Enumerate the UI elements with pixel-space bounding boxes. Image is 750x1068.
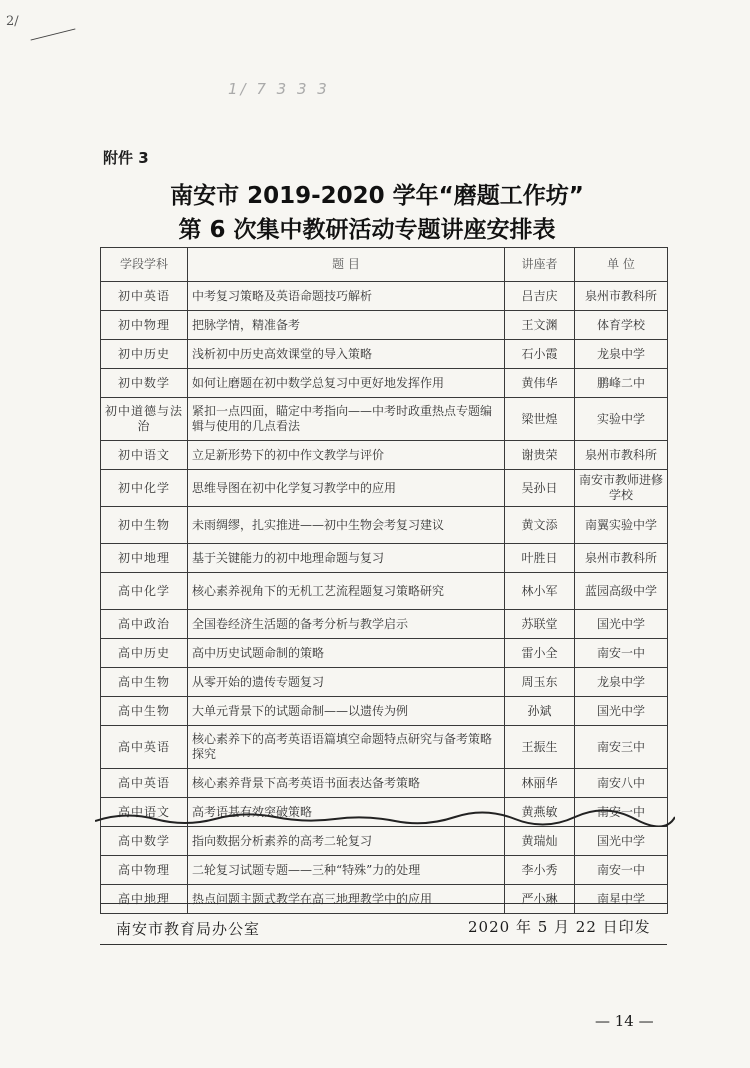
table-row bbox=[101, 573, 668, 610]
cell-subject: 高中物理 bbox=[101, 856, 188, 885]
margin-stroke bbox=[31, 28, 76, 40]
table-row bbox=[101, 282, 668, 311]
wavy-line-mark bbox=[95, 807, 675, 827]
cell-subject: 初中历史 bbox=[101, 340, 188, 369]
cell-subject: 高中语文 bbox=[101, 798, 188, 827]
cell-unit: 南安一中 bbox=[575, 798, 668, 827]
attachment-label: 附件 3 bbox=[103, 149, 149, 167]
cell-subject: 初中地理 bbox=[101, 544, 188, 573]
cell-subject: 高中历史 bbox=[101, 639, 188, 668]
cell-lecturer: 黄文添 bbox=[505, 507, 575, 544]
table-row bbox=[101, 697, 668, 726]
table-row bbox=[101, 769, 668, 798]
document-title-line2: 第 6 次集中教研活动专题讲座安排表 bbox=[178, 217, 556, 243]
cell-subject: 初中数学 bbox=[101, 369, 188, 398]
issue-date: 2020 年 5 月 22 日印发 bbox=[468, 918, 651, 936]
cell-lecturer: 谢贵荣 bbox=[505, 441, 575, 470]
cell-lecturer: 王文渊 bbox=[505, 311, 575, 340]
cell-unit: 南安三中 bbox=[575, 726, 668, 769]
cell-unit: 南安一中 bbox=[575, 856, 668, 885]
cell-subject: 高中生物 bbox=[101, 668, 188, 697]
table-row bbox=[101, 726, 668, 769]
cell-lecturer: 林丽华 bbox=[505, 769, 575, 798]
cell-unit: 南安八中 bbox=[575, 769, 668, 798]
cell-lecturer: 梁世煌 bbox=[505, 398, 575, 441]
header-unit: 单 位 bbox=[575, 248, 668, 282]
header-topic: 题 目 bbox=[188, 248, 505, 282]
cell-unit: 体育学校 bbox=[575, 311, 668, 340]
footer-rule-bottom bbox=[100, 944, 667, 945]
cell-topic: 高中历史试题命制的策略 bbox=[188, 639, 505, 668]
cell-topic: 核心素养视角下的无机工艺流程题复习策略研究 bbox=[188, 573, 505, 610]
cell-subject: 高中生物 bbox=[101, 697, 188, 726]
cell-unit: 南安市教师进修学校 bbox=[575, 470, 668, 507]
table-row bbox=[101, 470, 668, 507]
cell-topic: 中考复习策略及英语命题技巧解析 bbox=[188, 282, 505, 311]
table-row bbox=[101, 610, 668, 639]
table-row bbox=[101, 340, 668, 369]
cell-topic: 全国卷经济生活题的备考分析与教学启示 bbox=[188, 610, 505, 639]
cell-unit: 国光中学 bbox=[575, 697, 668, 726]
cell-unit: 鹏峰二中 bbox=[575, 369, 668, 398]
cell-unit: 蓝园高级中学 bbox=[575, 573, 668, 610]
cell-unit: 南安一中 bbox=[575, 639, 668, 668]
cell-lecturer: 吕吉庆 bbox=[505, 282, 575, 311]
margin-mark: 2/ bbox=[6, 14, 19, 29]
cell-subject: 高中英语 bbox=[101, 769, 188, 798]
cell-subject: 初中物理 bbox=[101, 311, 188, 340]
faded-stamp: 1/ 7 3 3 3 bbox=[228, 80, 330, 98]
page-number: — 14 — bbox=[595, 1012, 654, 1030]
table-row bbox=[101, 544, 668, 573]
cell-topic: 大单元背景下的试题命制——以遗传为例 bbox=[188, 697, 505, 726]
cell-subject: 高中化学 bbox=[101, 573, 188, 610]
cell-topic: 紧扣一点四面，瞄定中考指向——中考时政重热点专题编辑与使用的几点看法 bbox=[188, 398, 505, 441]
cell-topic: 浅析初中历史高效课堂的导入策略 bbox=[188, 340, 505, 369]
cell-lecturer: 李小秀 bbox=[505, 856, 575, 885]
cell-subject: 初中化学 bbox=[101, 470, 188, 507]
cell-topic: 核心素养背景下高考英语书面表达备考策略 bbox=[188, 769, 505, 798]
cell-lecturer: 林小军 bbox=[505, 573, 575, 610]
cell-topic: 核心素养下的高考英语语篇填空命题特点研究与备考策略探究 bbox=[188, 726, 505, 769]
cell-unit: 南星中学 bbox=[575, 885, 668, 914]
cell-subject: 高中数学 bbox=[101, 827, 188, 856]
cell-unit: 泉州市教科所 bbox=[575, 441, 668, 470]
cell-lecturer: 黄燕敏 bbox=[505, 798, 575, 827]
cell-subject: 高中地理 bbox=[101, 885, 188, 914]
cell-lecturer: 吴孙日 bbox=[505, 470, 575, 507]
table-row bbox=[101, 668, 668, 697]
cell-lecturer: 苏联堂 bbox=[505, 610, 575, 639]
table-row bbox=[101, 369, 668, 398]
header-subject: 学段学科 bbox=[101, 248, 188, 282]
table-header-row bbox=[101, 248, 668, 282]
cell-topic: 二轮复习试题专题——三种“特殊”力的处理 bbox=[188, 856, 505, 885]
cell-unit: 龙泉中学 bbox=[575, 340, 668, 369]
cell-unit: 龙泉中学 bbox=[575, 668, 668, 697]
cell-topic: 把脉学情，精准备考 bbox=[188, 311, 505, 340]
cell-subject: 初中生物 bbox=[101, 507, 188, 544]
cell-subject: 初中语文 bbox=[101, 441, 188, 470]
cell-unit: 南翼实验中学 bbox=[575, 507, 668, 544]
table-row bbox=[101, 639, 668, 668]
table-row bbox=[101, 398, 668, 441]
cell-topic: 指向数据分析素养的高考二轮复习 bbox=[188, 827, 505, 856]
cell-topic: 立足新形势下的初中作文教学与评价 bbox=[188, 441, 505, 470]
cell-topic: 如何让磨题在初中数学总复习中更好地发挥作用 bbox=[188, 369, 505, 398]
issuer-name: 南安市教育局办公室 bbox=[116, 920, 261, 938]
cell-subject: 高中英语 bbox=[101, 726, 188, 769]
table-row bbox=[101, 827, 668, 856]
table-row bbox=[101, 856, 668, 885]
cell-subject: 初中英语 bbox=[101, 282, 188, 311]
cell-topic: 未雨绸缪，扎实推进——初中生物会考复习建议 bbox=[188, 507, 505, 544]
cell-topic: 基于关键能力的初中地理命题与复习 bbox=[188, 544, 505, 573]
cell-lecturer: 孙斌 bbox=[505, 697, 575, 726]
cell-lecturer: 黄伟华 bbox=[505, 369, 575, 398]
cell-lecturer: 严小琳 bbox=[505, 885, 575, 914]
cell-topic: 思维导图在初中化学复习教学中的应用 bbox=[188, 470, 505, 507]
cell-subject: 初中道德与法治 bbox=[101, 398, 188, 441]
cell-unit: 泉州市教科所 bbox=[575, 544, 668, 573]
header-lecturer: 讲座者 bbox=[505, 248, 575, 282]
cell-lecturer: 王振生 bbox=[505, 726, 575, 769]
table-row bbox=[101, 507, 668, 544]
cell-topic: 从零开始的遗传专题复习 bbox=[188, 668, 505, 697]
table-row bbox=[101, 311, 668, 340]
table-row bbox=[101, 885, 668, 914]
cell-unit: 国光中学 bbox=[575, 610, 668, 639]
cell-unit: 泉州市教科所 bbox=[575, 282, 668, 311]
cell-topic: 热点问题主题式教学在高三地理教学中的应用 bbox=[188, 885, 505, 914]
cell-topic: 高考语基有效突破策略 bbox=[188, 798, 505, 827]
cell-lecturer: 黄瑞灿 bbox=[505, 827, 575, 856]
table-row bbox=[101, 441, 668, 470]
cell-subject: 高中政治 bbox=[101, 610, 188, 639]
cell-lecturer: 石小霞 bbox=[505, 340, 575, 369]
document-title-line1: 南安市 2019-2020 学年“磨题工作坊” bbox=[170, 183, 584, 209]
cell-unit: 实验中学 bbox=[575, 398, 668, 441]
footer-rule-top bbox=[100, 903, 667, 904]
cell-lecturer: 周玉东 bbox=[505, 668, 575, 697]
cell-lecturer: 叶胜日 bbox=[505, 544, 575, 573]
cell-unit: 国光中学 bbox=[575, 827, 668, 856]
cell-lecturer: 雷小全 bbox=[505, 639, 575, 668]
